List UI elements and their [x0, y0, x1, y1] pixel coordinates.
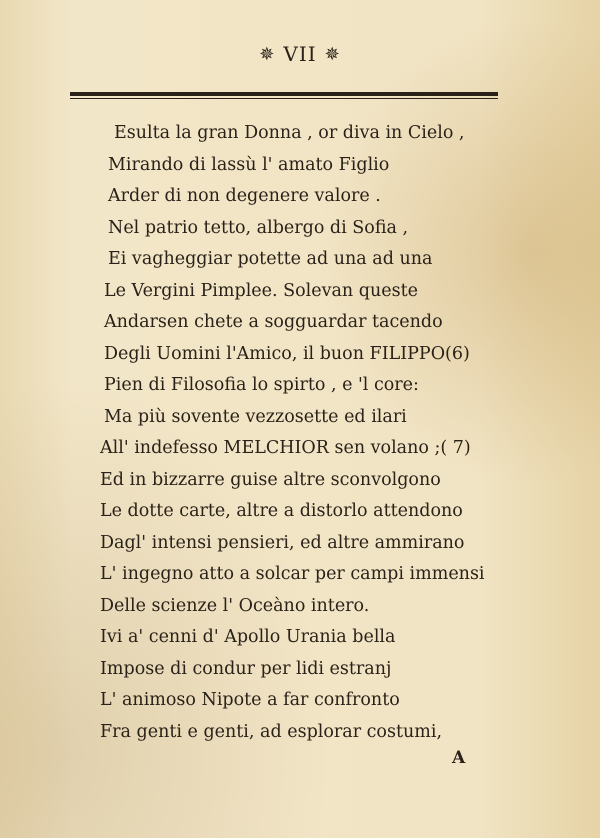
verse-line: Pien di Filosofia lo spirto , e 'l core: [104, 375, 419, 395]
verse-line: Degli Uomini l'Amico, il buon FILIPPO(6) [104, 343, 470, 364]
verse-line: Ma più sovente vezzosette ed ilari [104, 406, 407, 427]
ornament-left-icon: ✵ [259, 43, 276, 65]
page-header [0, 42, 600, 66]
page-number: VII [283, 42, 317, 66]
verse-line: Ei vagheggiar potette ad una ad una [108, 249, 433, 269]
ornament-right-icon: ✵ [324, 43, 341, 65]
header-rule-thick [70, 92, 498, 96]
verse-line: Arder di non degenere valore . [108, 186, 381, 206]
poem-text [100, 118, 510, 748]
verse-line: Andarsen chete a sogguardar tacendo [104, 312, 443, 332]
verse-line: Ed in bizzarre guise altre sconvolgono [100, 469, 441, 490]
verse-line: Esulta la gran Donna , or diva in Cielo , [114, 123, 465, 143]
verse-line: Ivi a' cenni d' Apollo Urania bella [100, 627, 396, 647]
verse-line: Le dotte carte, altre a distorlo attendono [100, 501, 463, 521]
verse-line: Mirando di lassù l' amato Figlio [108, 154, 390, 175]
verse-line: Fra genti e genti, ad esplorar costumi, [100, 721, 443, 742]
signature-mark: A [452, 748, 466, 768]
verse-line: All' indefesso MELCHIOR sen volano ;( 7) [100, 438, 471, 458]
verse-line: Le Vergini Pimplee. Solevan queste [104, 280, 418, 301]
verse-line: Nel patrio tetto, albergo di Sofia , [108, 217, 409, 238]
verse-line: Impose di condur per lidi estranj [100, 658, 392, 679]
verse-line: Delle scienze l' Oceàno intero. [100, 595, 370, 616]
verse-line: L' ingegno atto a solcar per campi immensi [100, 564, 485, 584]
verse-line: Dagl' intensi pensieri, ed altre ammirano [100, 532, 465, 553]
verse-line: L' animoso Nipote a far confronto [100, 690, 400, 710]
header-rule-thin [70, 98, 498, 99]
